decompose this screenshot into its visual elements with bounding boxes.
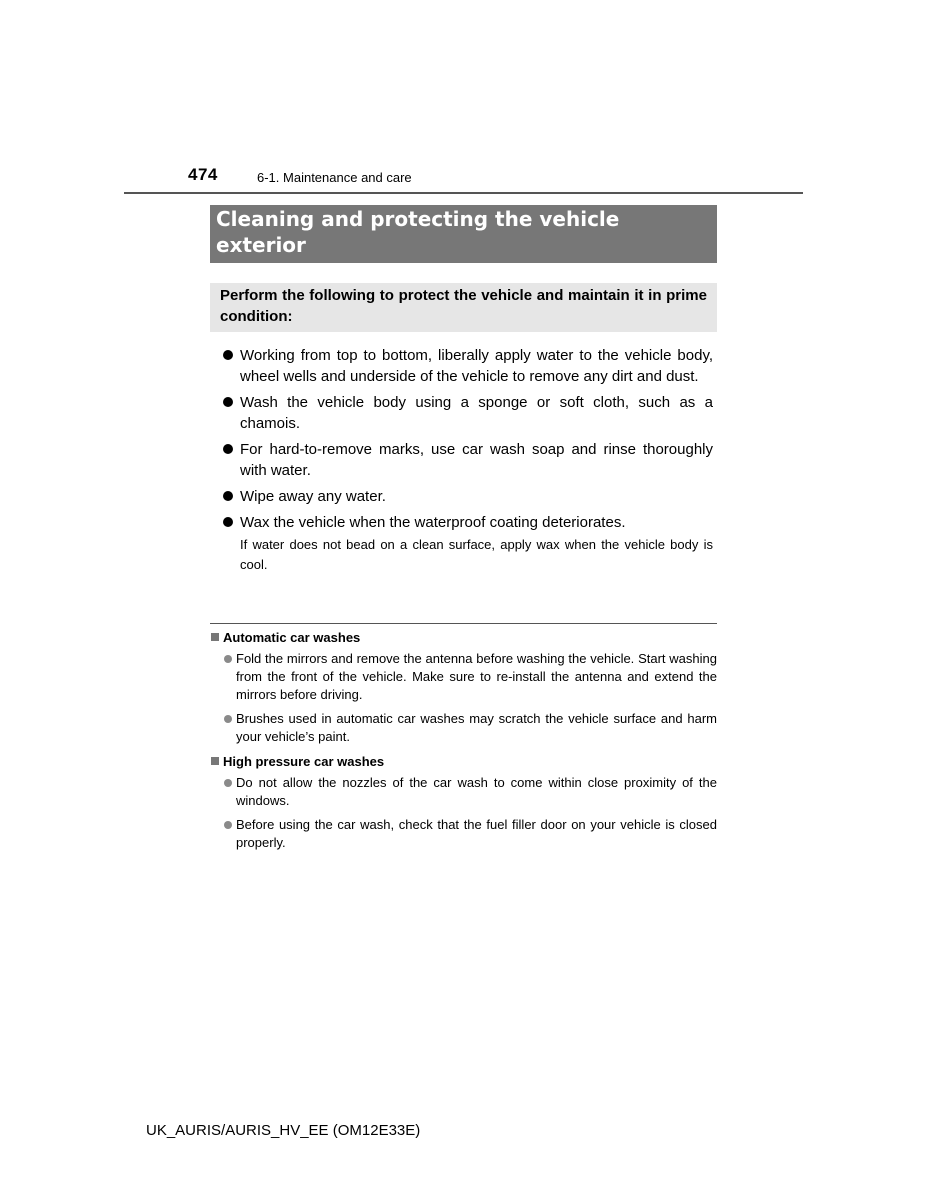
step-text: For hard-to-remove marks, use car wash soap and rinse thoroughly with water. [240,441,713,479]
high-pressure-washes-heading [211,753,384,771]
list-item [222,392,713,434]
footer-model-code: UK_AURIS/AURIS_HV_EE (OM12E33E) [146,1122,421,1139]
item-text: Brushes used in automatic car washes may scratch the vehicle surface and harm your vehicle’s paint. [236,711,717,744]
step-text: Wipe away any water. [240,488,386,505]
list-item [222,774,717,810]
step-text: Wax the vehicle when the waterproof coating deteriorates. [240,514,626,531]
list-item [222,816,717,852]
bullet-icon [223,444,233,454]
high-pressure-washes-list [222,774,717,858]
bullet-icon [224,779,232,787]
list-item [222,710,717,746]
automatic-washes-heading [211,629,360,647]
list-item [222,486,713,507]
bullet-icon [223,350,233,360]
bullet-icon [224,821,232,829]
square-bullet-icon [211,757,219,765]
step-text: Wash the vehicle body using a sponge or soft cloth, such as a chamois. [240,394,713,432]
list-item [222,345,713,387]
step-text: Working from top to bottom, liberally apply water to the vehicle body, wheel wells and underside of the vehicle to remove any dirt and dust. [240,347,713,385]
item-text: Before using the car wash, check that the fuel filler door on your vehicle is closed properly. [236,817,717,850]
page-title: Cleaning and protecting the vehicle exterior [210,205,717,263]
heading-text: High pressure car washes [223,754,385,769]
item-text: Do not allow the nozzles of the car wash to come within close proximity of the windows. [236,775,717,808]
page-number: 474 [188,165,218,184]
section-label: 6-1. Maintenance and care [257,170,412,185]
list-item [222,439,713,481]
list-item [222,650,717,704]
bullet-icon [223,517,233,527]
item-text: Fold the mirrors and remove the antenna before washing the vehicle. Start washing from the front of the vehicle. Make sure to re-install the antenna and extend the mirrors before driving. [236,651,717,702]
wax-note: If water does not bead on a clean surface, apply wax when the vehicle body is cool. [240,537,713,572]
bullet-icon [224,655,232,663]
cleaning-steps-list [222,345,713,580]
list-item [222,512,713,533]
bullet-icon [224,715,232,723]
section-divider [210,623,717,624]
automatic-washes-list [222,650,717,752]
bullet-icon [223,397,233,407]
square-bullet-icon [211,633,219,641]
header-divider [124,192,803,194]
bullet-icon [223,491,233,501]
heading-text: Automatic car washes [223,630,361,645]
intro-text: Perform the following to protect the vehicle and maintain it in prime condition: [210,283,717,332]
